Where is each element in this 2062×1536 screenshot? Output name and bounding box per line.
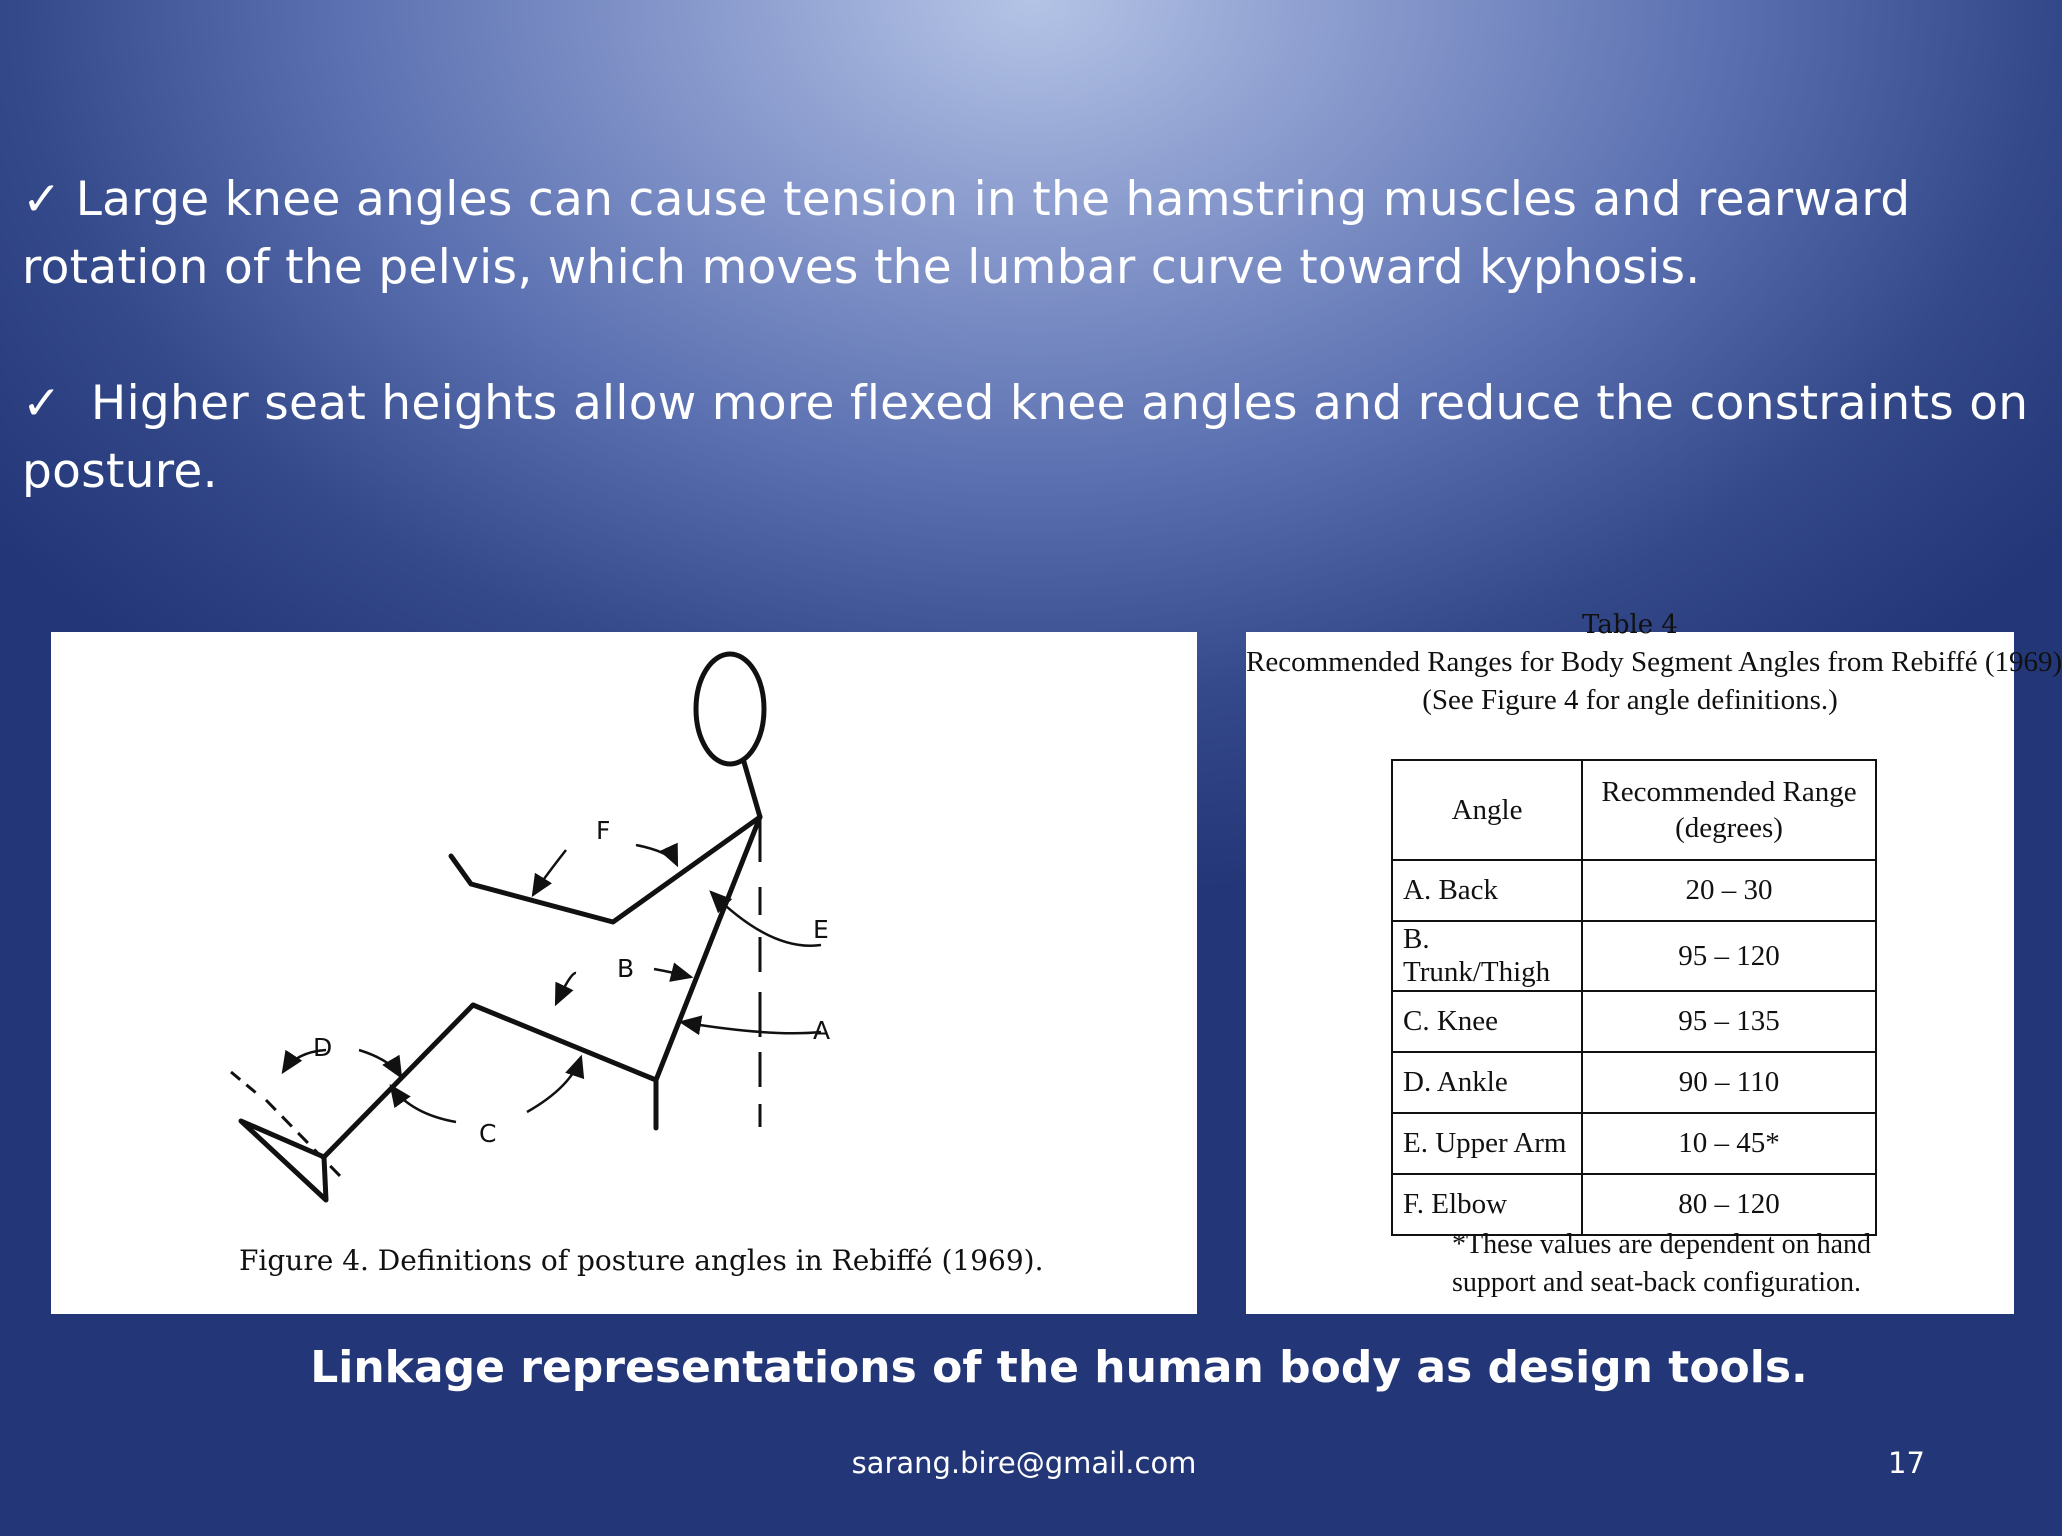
- angle-c-arc-right: [527, 1057, 581, 1112]
- angle-label-b: B: [617, 954, 635, 983]
- range-cell: 95 – 120: [1582, 921, 1876, 991]
- angle-label-e: E: [813, 915, 829, 944]
- table-heading-cut: Table 4: [1582, 610, 1678, 640]
- neck-segment: [744, 762, 760, 817]
- table-row: [1392, 1113, 1876, 1174]
- header-angle: Angle: [1392, 760, 1582, 860]
- foot-triangle: [241, 1121, 326, 1200]
- angle-cell: B. Trunk/Thigh: [1392, 921, 1582, 991]
- bullet-knee-angles: [22, 166, 2032, 302]
- checkmark-icon: ✓: [22, 172, 62, 227]
- ankle-reference: [231, 1072, 261, 1097]
- angle-cell: D. Ankle: [1392, 1052, 1582, 1113]
- table-footnote: *These values are dependent on hand support and seat-back configuration.: [1452, 1229, 1872, 1298]
- angle-b-arc-2: [556, 973, 576, 1004]
- angle-c-arc-left: [391, 1086, 456, 1122]
- table-subtitle: (See Figure 4 for angle definitions.): [1422, 684, 1838, 716]
- table-title: Recommended Ranges for Body Segment Angles from Rebiffé (1969): [1246, 646, 2062, 678]
- angle-label-a: A: [813, 1016, 831, 1045]
- thigh-segment: [473, 1005, 656, 1080]
- header-range-line1: Recommended Range: [1601, 776, 1857, 808]
- angle-ranges-table: [1391, 759, 1877, 1236]
- figure-caption: Figure 4. Definitions of posture angles in Rebiffé (1969).: [239, 1244, 1044, 1277]
- angle-table-panel: [1246, 610, 2062, 1314]
- angle-cell: F. Elbow: [1392, 1174, 1582, 1235]
- angle-label-d: D: [313, 1033, 333, 1062]
- angle-f-arc-left: [533, 850, 566, 895]
- angle-b-arc: [654, 969, 691, 977]
- angle-d-arc-right: [359, 1050, 401, 1077]
- range-cell: 90 – 110: [1582, 1052, 1876, 1113]
- range-cell: 10 – 45*: [1582, 1113, 1876, 1174]
- posture-linkage-diagram: [51, 632, 1197, 1314]
- table-row: [1392, 1052, 1876, 1113]
- range-cell: 80 – 120: [1582, 1174, 1876, 1235]
- head-shape: [696, 654, 764, 764]
- range-cell: 20 – 30: [1582, 860, 1876, 921]
- table-row: [1392, 860, 1876, 921]
- bullet-text: Large knee angles can cause tension in the hamstring muscles and rearward rotation of the pelvis, which moves the lumbar curve toward kyphosis.: [22, 172, 1911, 295]
- shank-segment: [324, 1005, 473, 1157]
- angle-f-arc-right: [636, 845, 677, 865]
- header-range: [1582, 760, 1876, 860]
- angle-cell: A. Back: [1392, 860, 1582, 921]
- checkmark-icon: ✓: [22, 376, 62, 431]
- angle-a-arc: [681, 1022, 821, 1033]
- header-range-line2: (degrees): [1675, 812, 1783, 844]
- table-header-row: [1392, 760, 1876, 860]
- table-row: [1392, 921, 1876, 991]
- slide-caption: Linkage representations of the human body as design tools.: [310, 1342, 1808, 1393]
- range-cell: 95 – 135: [1582, 991, 1876, 1052]
- bullet-seat-heights: [22, 370, 2032, 506]
- angle-label-c: C: [479, 1119, 497, 1148]
- footer-email: sarang.bire@gmail.com: [851, 1446, 1197, 1480]
- bullet-text: Higher seat heights allow more flexed knee angles and reduce the constraints on posture.: [22, 376, 2029, 499]
- page-number: 17: [1888, 1446, 1925, 1480]
- posture-figure-panel: [51, 632, 1197, 1314]
- angle-cell: C. Knee: [1392, 991, 1582, 1052]
- table-row: [1392, 991, 1876, 1052]
- angle-label-f: F: [596, 816, 611, 845]
- angle-cell: E. Upper Arm: [1392, 1113, 1582, 1174]
